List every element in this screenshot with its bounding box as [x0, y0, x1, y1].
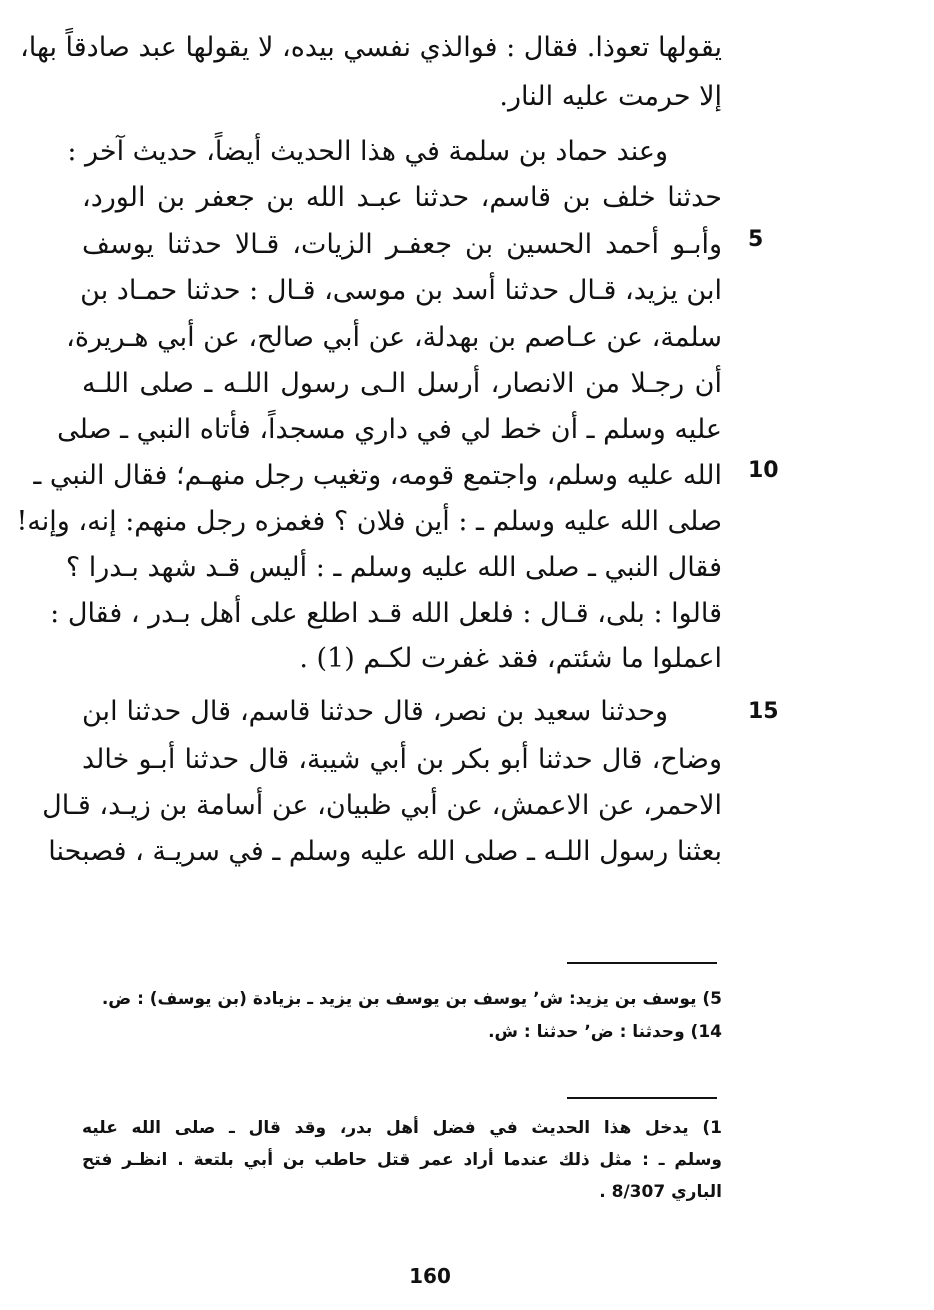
line-number: 5	[748, 227, 764, 252]
body-line: الله عليه وسلم، واجتمع قومه، وتغيب رجل منهـم؛ فقال النبي ـ	[33, 460, 722, 491]
variant-note: 5) يوسف بن يزيد: ش٬ يوسف بن يوسف بن يزيد ـ بزيادة (بن يوسف) : ض.	[101, 989, 722, 1009]
body-line: سلمة، عن عـاصم بن بهدلة، عن أبي صالح، عن أبي هـريرة،	[66, 322, 722, 353]
body-line: صلى الله عليه وسلم ـ : أين فلان ؟ فغمزه رجل منهم: إنه، وإنه!	[16, 506, 722, 537]
line-number: 10	[748, 458, 779, 483]
body-line: اعملوا ما شئتم، فقد غفرت لكـم (1) .	[299, 643, 722, 674]
body-line: الاحمر، عن الاعمش، عن أبي ظبيان، عن أسامة بن زيـد، قـال	[42, 790, 722, 821]
body-line: وضاح، قال حدثنا أبو بكر بن أبي شيبة، قال حدثنا أبـو خالد	[82, 744, 722, 775]
body-line: يقولها تعوذا. فقال : فوالذي نفسي بيده، لا يقولها عبد صادقاً بها،	[20, 32, 722, 63]
body-line: وعند حماد بن سلمة في هذا الحديث أيضاً، حديث آخر :	[67, 136, 668, 167]
body-line: وحدثنا سعيد بن نصر، قال حدثنا قاسم، قال حدثنا ابن	[82, 696, 668, 727]
body-line: حدثنا خلف بن قاسم، حدثنا عبـد الله بن جعفر بن الورد،	[82, 182, 722, 213]
footnote-line: 1) يدخل هذا الحديث في فضل أهل بدر، وقد قال ـ صلى الله عليه	[82, 1118, 722, 1138]
body-line: فقال النبي ـ صلى الله عليه وسلم ـ : أليس قـد شهد بـدرا ؟	[65, 552, 722, 583]
body-line: ابن يزيد، قـال حدثنا أسد بن موسى، قـال : حدثنا حمـاد بن	[80, 275, 722, 306]
body-line: قالوا : بلى، قـال : فلعل الله قـد اطلع على أهل بـدر ، فقال :	[50, 598, 722, 629]
line-number: 15	[748, 699, 779, 724]
footnote-line: الباري 8/307 .	[599, 1182, 722, 1202]
body-line: إلا حرمت عليه النار.	[499, 81, 722, 112]
variant-note: 14) وحدثنا : ض٬ حدثنا : ش.	[488, 1022, 722, 1042]
body-line: بعثنا رسول اللـه ـ صلى الله عليه وسلم ـ في سريـة ، فصبحنا	[48, 836, 722, 867]
footnote-line: وسلم ـ : مثل ذلك عندما أراد عمر قتل حاطب بن أبي بلتعة . انظـر فتح	[82, 1150, 722, 1170]
footnote-divider	[567, 1097, 717, 1099]
page-number: 160	[409, 1264, 451, 1288]
body-line: وأبـو أحمد الحسين بن جعفـر الزيات، قـالا حدثنا يوسف	[82, 229, 722, 260]
footnote-divider	[567, 962, 717, 964]
body-line: أن رجـلا من الانصار، أرسل الـى رسول اللـه ـ صلى اللـه	[82, 368, 722, 399]
body-line: عليه وسلم ـ أن خط لي في داري مسجداً، فأتاه النبي ـ صلى	[57, 414, 722, 445]
